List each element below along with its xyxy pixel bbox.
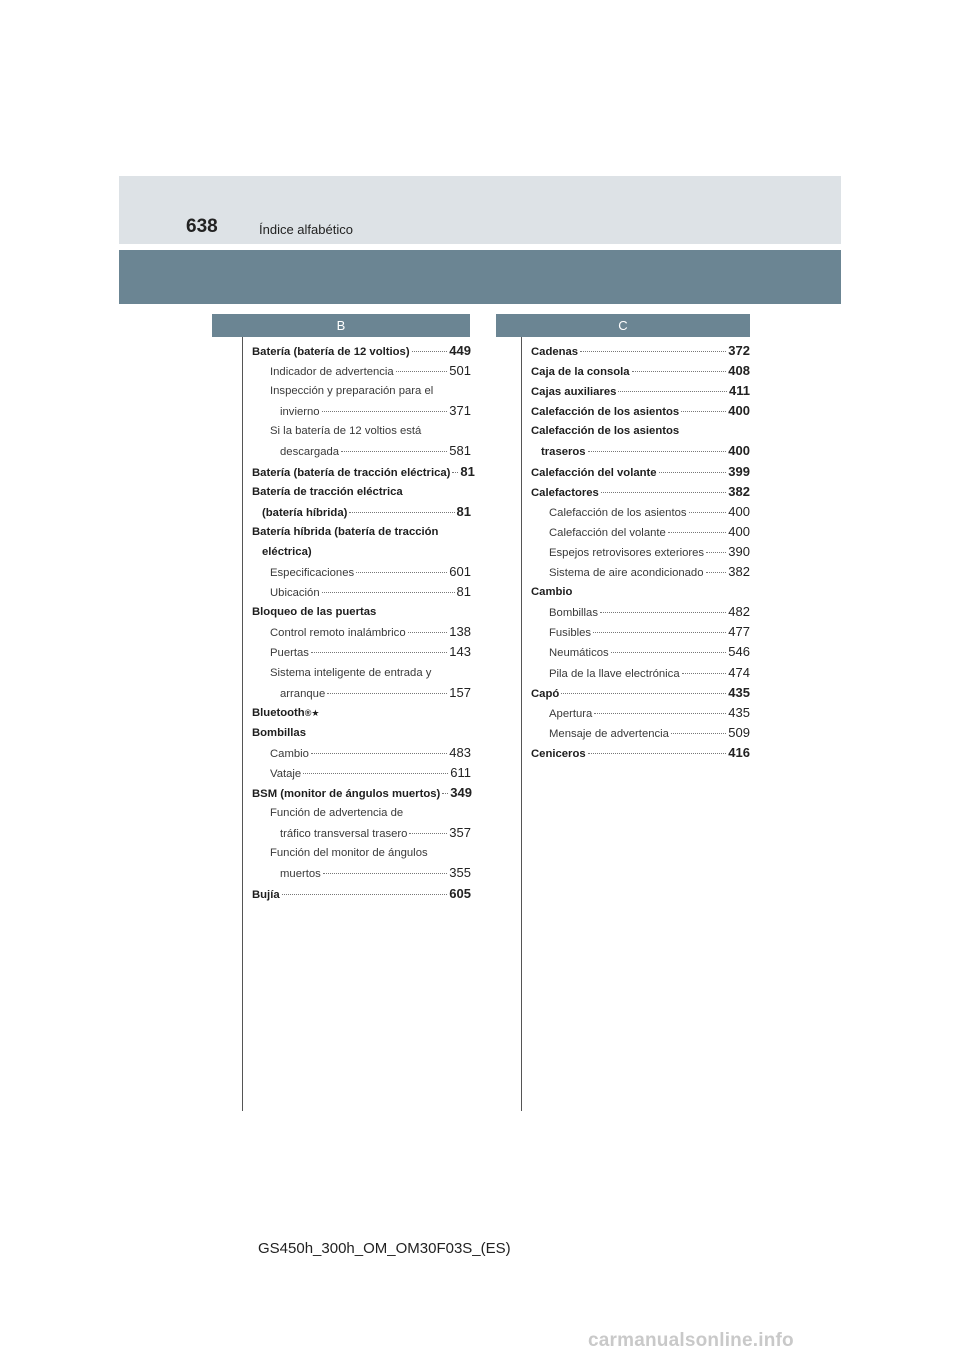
leader-dots	[322, 411, 448, 412]
leader-dots	[618, 391, 727, 392]
index-entry[interactable]	[252, 341, 471, 361]
index-entry[interactable]	[531, 743, 750, 763]
entry-page-number: 435	[728, 684, 750, 700]
leader-dots	[349, 512, 454, 513]
index-entry[interactable]	[531, 602, 750, 622]
index-entry[interactable]	[252, 482, 471, 502]
entry-text: Batería de tracción eléctrica	[252, 485, 403, 498]
entry-page-number: 416	[728, 744, 750, 760]
index-entry[interactable]	[531, 542, 750, 562]
header-color-band	[119, 250, 841, 304]
leader-dots	[681, 411, 726, 412]
entry-text: Cadenas	[531, 346, 579, 358]
index-entry[interactable]	[252, 683, 471, 703]
entry-text: Mensaje de advertencia	[549, 727, 669, 740]
entry-page-number: 435	[728, 704, 750, 720]
leader-dots	[303, 773, 448, 774]
leader-dots	[668, 532, 726, 533]
entry-text: Ubicación	[270, 587, 320, 600]
entry-text: Ceniceros	[531, 747, 586, 760]
entry-text: Batería (batería de tracción eléctrica)	[252, 466, 451, 479]
leader-dots	[311, 753, 447, 754]
index-entry[interactable]	[531, 421, 750, 441]
leader-dots	[593, 632, 726, 633]
index-entry[interactable]	[252, 622, 471, 642]
index-entry[interactable]	[252, 462, 475, 482]
entry-text: Bujía	[252, 888, 280, 901]
entry-page-number: 357	[449, 825, 471, 841]
index-entry[interactable]	[531, 482, 750, 502]
leader-dots	[632, 371, 727, 372]
entry-text: BSM (monitor de ángulos muertos)	[252, 788, 441, 801]
leader-dots	[594, 713, 726, 714]
entry-text: descargada	[280, 446, 340, 459]
leader-dots	[396, 371, 448, 372]
entry-page-number: 477	[728, 624, 750, 640]
index-entry[interactable]	[531, 341, 750, 361]
document-code: GS450h_300h_OM_OM30F03S_(ES)	[258, 1240, 511, 1257]
leader-dots	[671, 733, 726, 734]
index-entry[interactable]	[531, 562, 750, 582]
leader-dots	[682, 673, 727, 674]
leader-dots	[588, 451, 727, 452]
entry-text: Sistema inteligente de entrada y	[270, 666, 432, 679]
leader-dots	[580, 351, 726, 352]
index-entry[interactable]	[531, 462, 750, 482]
index-entry[interactable]	[252, 502, 471, 522]
leader-dots	[341, 451, 447, 452]
leader-dots	[408, 632, 448, 633]
entry-text: Si la batería de 12 voltios está	[270, 425, 422, 438]
entry-text: Apertura	[549, 707, 593, 720]
index-entry[interactable]	[252, 763, 471, 783]
page-number: 638	[186, 216, 218, 237]
entry-page-number: 449	[449, 343, 471, 358]
entry-text: Calefactores	[531, 486, 599, 499]
leader-dots	[706, 572, 727, 573]
entry-text: Puertas	[270, 647, 309, 660]
leader-dots	[588, 753, 727, 754]
entry-page-number: 611	[450, 764, 471, 780]
section-title: Índice alfabético	[259, 222, 353, 237]
index-entry[interactable]	[252, 522, 471, 542]
entry-text: arranque	[280, 687, 326, 700]
entry-page-number: 474	[728, 664, 750, 680]
entry-text: Sistema de aire acondicionado	[549, 567, 704, 580]
entry-text: Cambio	[270, 747, 309, 760]
entry-text: Cambio	[531, 586, 573, 599]
entry-text: Bluetooth	[252, 706, 305, 719]
index-column-b	[252, 341, 475, 904]
index-entry[interactable]	[252, 562, 471, 582]
registered-mark: ®★	[304, 707, 320, 718]
index-entry[interactable]	[252, 361, 471, 381]
index-entry[interactable]	[252, 823, 471, 843]
leader-dots	[311, 652, 447, 653]
entry-page-number: 382	[728, 564, 750, 580]
entry-text: invierno	[280, 406, 320, 419]
entry-text: tráfico transversal trasero	[280, 828, 408, 841]
index-entry[interactable]	[531, 663, 750, 683]
index-entry[interactable]	[531, 361, 750, 381]
column-divider-left	[242, 337, 243, 1111]
index-entry[interactable]	[252, 582, 471, 602]
entry-page-number: 372	[728, 343, 750, 358]
index-entry[interactable]	[252, 803, 471, 823]
entry-text: Bombillas	[549, 607, 598, 620]
entry-page-number: 400	[728, 503, 750, 519]
entry-page-number: 400	[728, 443, 750, 459]
entry-text: muertos	[280, 868, 321, 881]
entry-text: Calefacción de los asientos	[531, 406, 680, 419]
letter-heading-b: B	[212, 314, 470, 337]
watermark: carmanualsonline.info	[588, 1330, 794, 1351]
entry-page-number: 411	[729, 383, 750, 399]
entry-page-number: 138	[449, 624, 471, 640]
leader-dots	[282, 894, 448, 895]
entry-text: Indicador de advertencia	[270, 366, 394, 379]
entry-text: Calefacción de los asientos	[549, 506, 687, 519]
index-entry[interactable]	[252, 381, 471, 401]
entry-page-number: 400	[728, 403, 750, 419]
entry-text: Especificaciones	[270, 567, 355, 580]
entry-text: Función del monitor de ángulos	[270, 847, 428, 860]
entry-text: Espejos retrovisores exteriores	[549, 546, 705, 559]
entry-text: Control remoto inalámbrico	[270, 627, 406, 640]
leader-dots	[356, 572, 447, 573]
letter-heading-c: C	[496, 314, 750, 337]
index-entry[interactable]	[252, 421, 471, 441]
entry-page-number: 143	[449, 644, 471, 660]
entry-page-number: 157	[449, 684, 471, 700]
index-entry[interactable]	[531, 502, 750, 522]
entry-page-number: 408	[728, 363, 750, 379]
leader-dots	[412, 351, 448, 352]
entry-page-number: 581	[449, 443, 471, 459]
entry-text: Bloqueo de las puertas	[252, 606, 377, 619]
index-entry[interactable]	[252, 843, 471, 863]
index-entry[interactable]	[252, 703, 471, 723]
index-entry[interactable]	[531, 703, 750, 723]
index-entry[interactable]	[252, 642, 471, 662]
entry-page-number: 601	[449, 564, 471, 580]
entry-text: Calefacción del volante	[531, 466, 657, 479]
leader-dots	[659, 472, 727, 473]
index-entry[interactable]	[252, 863, 471, 883]
leader-dots	[409, 833, 447, 834]
index-entry[interactable]	[252, 602, 471, 622]
entry-page-number: 501	[449, 363, 471, 379]
entry-text: Batería (batería de 12 voltios)	[252, 346, 410, 358]
entry-page-number: 81	[456, 584, 471, 600]
index-entry[interactable]	[252, 441, 471, 461]
entry-text: (batería híbrida)	[262, 506, 348, 519]
leader-dots	[327, 693, 447, 694]
index-entry[interactable]	[252, 542, 471, 562]
entry-text: Caja de la consola	[531, 366, 630, 379]
leader-dots	[322, 592, 455, 593]
leader-dots	[561, 693, 726, 694]
index-entry[interactable]	[531, 522, 750, 542]
index-entry[interactable]	[531, 642, 750, 662]
entry-page-number: 81	[456, 503, 471, 519]
leader-dots	[706, 552, 726, 553]
entry-page-number: 355	[449, 865, 471, 881]
index-entry[interactable]	[252, 663, 471, 683]
leader-dots	[600, 612, 726, 613]
entry-page-number: 382	[728, 483, 750, 499]
entry-text: Vataje	[270, 767, 302, 780]
index-entry[interactable]	[252, 783, 471, 803]
index-entry[interactable]	[531, 441, 750, 461]
entry-page-number: 483	[449, 744, 471, 760]
entry-text: Función de advertencia de	[270, 807, 404, 820]
index-entry[interactable]	[531, 381, 750, 401]
entry-page-number: 509	[728, 724, 750, 740]
leader-dots	[442, 793, 448, 794]
index-entry[interactable]	[252, 884, 471, 904]
entry-text: eléctrica)	[262, 545, 312, 558]
entry-page-number: 605	[449, 885, 471, 901]
entry-text: Neumáticos	[549, 647, 609, 660]
entry-text: Inspección y preparación para el	[270, 385, 434, 398]
index-entry[interactable]	[531, 723, 750, 743]
leader-dots	[611, 652, 727, 653]
entry-text: Bombillas	[252, 726, 306, 739]
index-entry[interactable]	[531, 622, 750, 642]
entry-page-number: 546	[728, 644, 750, 660]
index-entry[interactable]	[252, 743, 471, 763]
index-entry[interactable]	[252, 401, 471, 421]
leader-dots	[323, 873, 447, 874]
leader-dots	[689, 512, 727, 513]
leader-dots	[452, 472, 458, 473]
header-top-band	[119, 176, 841, 244]
leader-dots	[601, 492, 726, 493]
entry-text: Cajas auxiliares	[531, 386, 617, 399]
entry-text: Calefacción de los asientos	[531, 425, 680, 438]
entry-text: Fusibles	[549, 627, 592, 640]
entry-page-number: 400	[728, 523, 750, 539]
entry-text: Pila de la llave electrónica	[549, 667, 680, 680]
entry-page-number: 399	[728, 463, 750, 479]
index-entry[interactable]	[531, 683, 750, 703]
entry-text: traseros	[541, 446, 586, 459]
index-entry[interactable]	[252, 723, 471, 743]
index-column-c	[531, 341, 750, 763]
entry-text: Calefacción del volante	[549, 526, 666, 539]
entry-text: Capó	[531, 687, 560, 700]
entry-page-number: 390	[728, 543, 750, 559]
entry-page-number: 349	[450, 785, 472, 801]
entry-text: Batería híbrida (batería de tracción	[252, 525, 439, 538]
entry-page-number: 81	[460, 463, 475, 479]
entry-page-number: 371	[449, 403, 471, 419]
index-entry[interactable]	[531, 582, 750, 602]
entry-page-number: 482	[728, 604, 750, 620]
index-entry[interactable]	[531, 401, 750, 421]
column-divider-right	[521, 337, 522, 1111]
